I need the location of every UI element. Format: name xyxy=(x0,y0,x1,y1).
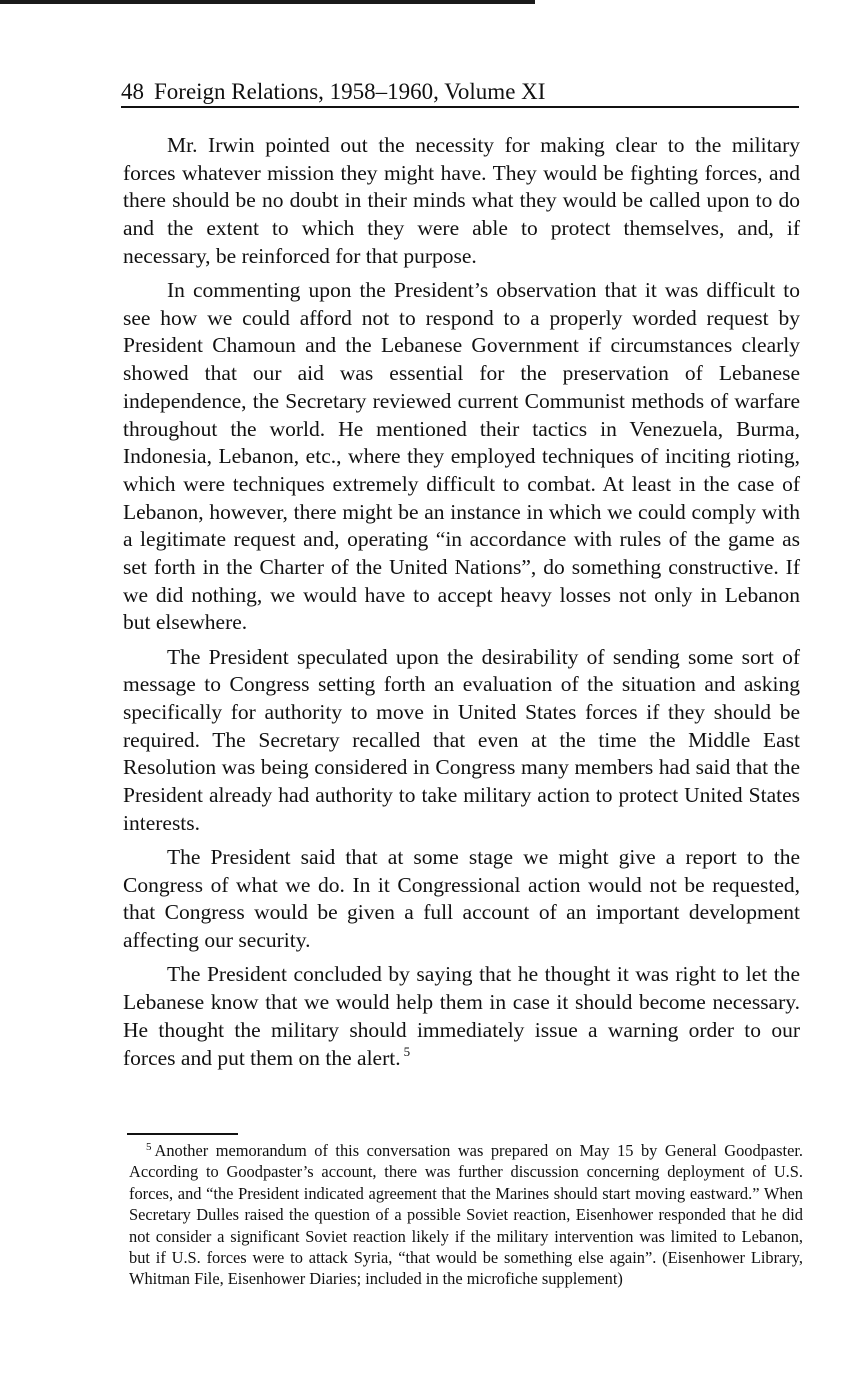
footnote-rule xyxy=(127,1133,238,1135)
paragraph-5-text: The President concluded by saying that he thought it was right to let the Lebanese know that we would help them in case it should become necessary. He thought the military should immediately issue a warning order to our forces and put them on the alert. xyxy=(123,962,800,1070)
running-head xyxy=(121,78,798,106)
body-text xyxy=(123,132,800,1079)
paragraph-3: The President speculated upon the desirability of sending some sort of message to Congress setting forth an evaluation of the situation and asking specifically for authority to move in United States forces if they should be required. The Secretary recalled that even at the time the Middle East Resolution was being considered in Congress many members had said that the President already had authority to take military action to protect United States interests. xyxy=(123,644,800,835)
footnote-reference: 5 xyxy=(403,1044,411,1060)
page-number: 48 xyxy=(121,79,144,104)
footnote-text: Another memorandum of this conversation was prepared on May 15 by General Goodpaster. According to Goodpaster’s account, there was further discussion concerning deployment of U.S. forces, and “the President indicated agreement that the Marines should start moving eastward.” When Secretary Dulles raised the question of a possible Soviet reaction, Eisenhower responded that he did not consider a significant Soviet reaction likely if the military intervention was limited to Lebanon, but if U.S. forces were to attack Syria, “that would be something else again”. (Eisenhower Library, Whitman File, Eisenhower Diaries; included in the microfiche supplement) xyxy=(129,1141,803,1289)
paragraph-2: In commenting upon the President’s observation that it was difficult to see how we could afford not to respond to a properly worded request by President Chamoun and the Lebanese Government if circumstances clearly showed that our aid was essential for the preservation of Lebanese independence, the Secretary reviewed current Communist methods of warfare throughout the world. He mentioned their tactics in Venezuela, Burma, Indonesia, Lebanon, etc., where they employed techniques of inciting rioting, which were techniques extremely difficult to combat. At least in the case of Lebanon, however, there might be an instance in which we could comply with a legitimate request and, operating “in accordance with rules of the game as set forth in the Charter of the United Nations”, do something constructive. If we did nothing, we would have to accept heavy losses not only in Lebanon but elsewhere. xyxy=(123,278,800,635)
top-edge-rule xyxy=(0,0,535,4)
header-rule xyxy=(121,106,799,108)
footnote xyxy=(129,1140,803,1290)
book-title: Foreign Relations, 1958–1960, Volume XI xyxy=(154,79,546,104)
paragraph-5 xyxy=(123,961,800,1072)
footnote-mark: 5 xyxy=(146,1140,152,1153)
paragraph-1: Mr. Irwin pointed out the necessity for making clear to the military forces whatever mission they might have. They would be fighting forces, and there should be no doubt in their minds what they would be called upon to do and the extent to which they were able to protect themselves, and, if necessary, be reinforced for that purpose. xyxy=(123,133,800,268)
paragraph-4: The President said that at some stage we might give a report to the Congress of what we do. In it Congressional action would not be requested, that Congress would be given a full account of an important development affecting our security. xyxy=(123,845,800,953)
